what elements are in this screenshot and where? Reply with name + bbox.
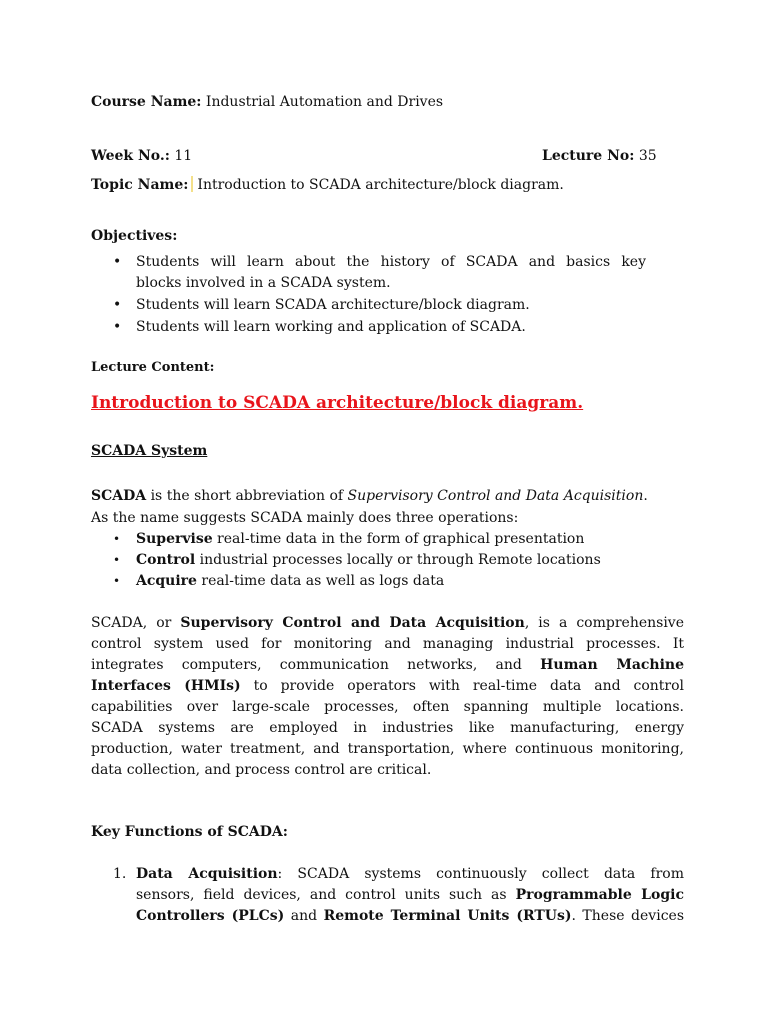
lecture-number-line: [542, 147, 657, 165]
objective-1-line-1: Students will learn about the history of SCADA and basics key: [136, 254, 646, 270]
paragraph-line: data collection, and process control are critical.: [91, 762, 432, 778]
bullet-icon: •: [113, 574, 121, 588]
paragraph-line: capabilities over large-scale processes, often spanning multiple locations.: [91, 699, 684, 715]
bold-term: Human Machine: [540, 657, 684, 673]
paragraph-line: SCADA systems are employed in industries like manufacturing, energy: [91, 720, 684, 736]
operation-text: real-time data in the form of graphical presentation: [212, 531, 585, 547]
function-line: [136, 907, 684, 925]
lecture-value: 35: [634, 148, 657, 164]
text: . These devices: [571, 908, 684, 924]
paragraph-line: production, water treatment, and transportation, where continuous monitoring,: [91, 741, 684, 757]
scada-definition-text: is the short abbreviation of: [146, 488, 348, 504]
text: sensors, field devices, and control units such as: [136, 887, 516, 903]
text: integrates computers, communication networks, and: [91, 657, 541, 673]
bold-term: Data Acquisition: [136, 866, 278, 882]
operation-text: real-time data as well as logs data: [196, 573, 445, 589]
bullet-icon: •: [113, 532, 121, 546]
text: to provide operators with real-time data and control: [240, 678, 684, 694]
bullet-icon: •: [113, 254, 122, 270]
topic-line: [91, 176, 564, 194]
text: SCADA, or: [91, 615, 181, 631]
scada-operations-intro: As the name suggests SCADA mainly does three operations:: [91, 510, 519, 526]
main-title: Introduction to SCADA architecture/block diagram.: [91, 393, 584, 413]
function-line: [136, 865, 684, 883]
text-cursor: [191, 176, 193, 192]
bullet-icon: •: [113, 297, 122, 313]
scada-definition-line: [91, 487, 648, 505]
bullet-icon: •: [113, 553, 121, 567]
course-name-line: [91, 93, 443, 111]
objectives-heading: Objectives:: [91, 228, 178, 244]
operation-supervise: [136, 530, 584, 548]
operation-control: [136, 551, 601, 569]
scada-expansion: Supervisory Control and Data Acquisition: [347, 488, 644, 504]
course-name-value: Industrial Automation and Drives: [201, 94, 444, 110]
paragraph-line: [91, 656, 684, 674]
course-name-label: Course Name:: [91, 94, 202, 110]
week-line: [91, 147, 192, 165]
bold-term: Programmable Logic: [515, 887, 684, 903]
objective-1-line-2: blocks involved in a SCADA system.: [136, 275, 391, 291]
period: .: [643, 488, 648, 504]
scada-term: SCADA: [91, 488, 147, 504]
lecture-label: Lecture No:: [542, 148, 635, 164]
operation-term: Control: [136, 552, 196, 568]
bold-term: Supervisory Control and Data Acquisition: [180, 615, 525, 631]
objective-3: Students will learn working and application of SCADA.: [136, 319, 526, 335]
text: : SCADA systems continuously collect data from: [277, 866, 684, 882]
text: , is a comprehensive: [524, 615, 684, 631]
lecture-content-heading: Lecture Content:: [91, 360, 215, 375]
paragraph-line: control system used for monitoring and managing industrial processes. It: [91, 636, 684, 652]
key-functions-heading: Key Functions of SCADA:: [91, 824, 288, 840]
objective-2: Students will learn SCADA architecture/block diagram.: [136, 297, 530, 313]
week-label: Week No.:: [91, 148, 170, 164]
bold-term: Interfaces (HMIs): [91, 678, 241, 694]
operation-text: industrial processes locally or through Remote locations: [195, 552, 601, 568]
bullet-icon: •: [113, 319, 122, 335]
topic-label: Topic Name:: [91, 177, 189, 193]
operation-acquire: [136, 572, 444, 590]
list-number: 1.: [113, 866, 127, 882]
operation-term: Acquire: [136, 573, 197, 589]
operation-term: Supervise: [136, 531, 213, 547]
bold-term: Remote Terminal Units (RTUs): [323, 908, 572, 924]
topic-value: Introduction to SCADA architecture/block diagram.: [197, 177, 564, 193]
week-value: 11: [169, 148, 193, 164]
scada-system-heading: SCADA System: [91, 443, 208, 459]
function-line: [136, 886, 684, 904]
bold-term: Controllers (PLCs): [136, 908, 285, 924]
paragraph-line: [91, 677, 684, 695]
text: and: [284, 908, 324, 924]
paragraph-line: [91, 614, 684, 632]
